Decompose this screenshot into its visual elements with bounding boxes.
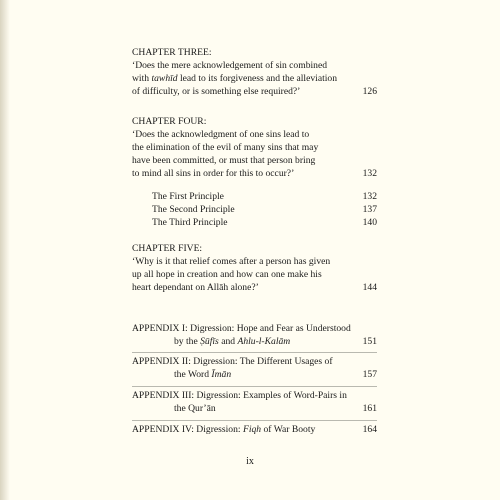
chapter-three-page-number: 126: [362, 86, 377, 97]
chapter-three-heading: CHAPTER THREE:: [132, 47, 212, 58]
page-spine-shadow: [0, 0, 10, 500]
chapter-four-page-number: 132: [362, 168, 377, 179]
sub-entry-page-number: 132: [362, 191, 377, 202]
chapter-three-line-1: ‘Does the mere acknowledgement of sin combined: [132, 60, 328, 71]
sub-entry: The Second Principle 137: [152, 204, 377, 215]
chapter-five-entry: [132, 242, 377, 294]
appendix-three-page-number: 161: [362, 403, 377, 414]
chapter-four-line-2: the elimination of the evil of many sins that may: [132, 142, 319, 153]
chapter-five-line-3: heart dependant on Allāh alone?’ 144: [132, 282, 377, 293]
sub-entry: The First Principle 132: [152, 191, 377, 202]
chapter-four-line-4: to mind all sins in order for this to occur?’ 132: [132, 168, 377, 179]
chapter-three-line-2: with tawhīd lead to its forgiveness and the alleviation: [132, 73, 338, 84]
chapter-five-page-number: 144: [362, 282, 377, 293]
appendix-two-page-number: 157: [362, 369, 377, 380]
chapter-four-line-3: have been committed, or must that person bring: [132, 155, 316, 166]
chapter-three-entry: [132, 46, 377, 98]
divider: [132, 420, 377, 421]
chapter-five-heading: CHAPTER FIVE:: [132, 243, 203, 254]
appendix-one-page-number: 151: [362, 336, 377, 347]
folio-page-number: ix: [246, 456, 254, 467]
chapter-four-entry: [132, 115, 377, 229]
appendix-four-page-number: 164: [362, 424, 377, 435]
sub-entry-page-number: 140: [362, 217, 377, 228]
divider: [132, 386, 377, 387]
sub-entry: The Third Principle 140: [152, 217, 377, 228]
chapter-four-heading: CHAPTER FOUR:: [132, 116, 207, 127]
chapter-four-line-1: ‘Does the acknowledgment of one sins lead to: [132, 129, 310, 140]
appendix-one-entry: APPENDIX I: Digression: Hope and Fear as Understood by the Ṣūfīs and Ahlu-l-Kalām 151: [132, 323, 377, 347]
sub-entry-page-number: 137: [362, 204, 377, 215]
chapter-five-line-1: ‘Why is it that relief comes after a person has given: [132, 256, 331, 267]
chapter-five-line-2: up all hope in creation and how can one make his: [132, 269, 322, 280]
appendix-four-entry: APPENDIX IV: Digression: Fiqh of War Booty 164: [132, 424, 377, 435]
divider: [132, 352, 377, 353]
appendix-two-entry: APPENDIX II: Digression: The Different Usages of the Word Īmān 157: [132, 356, 377, 380]
chapter-three-line-3: of difficulty, or is something else required?’ 126: [132, 86, 377, 97]
appendix-three-entry: APPENDIX III: Digression: Examples of Word-Pairs in the Qur’ān 161: [132, 390, 377, 414]
